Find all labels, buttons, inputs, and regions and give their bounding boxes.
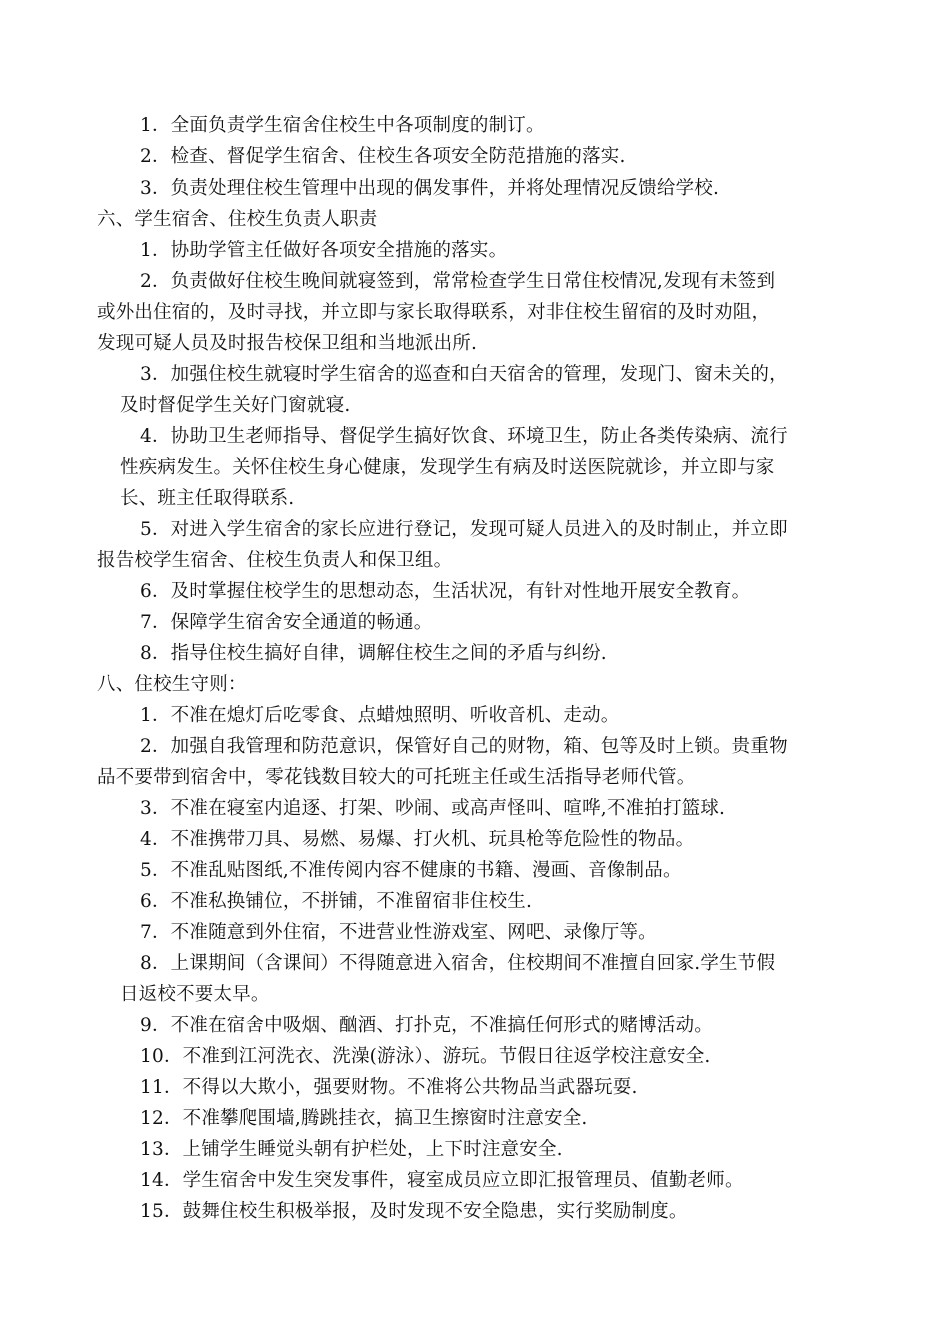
section8-item-10: 10．不准到江河洗衣、洗澡(游泳）、游玩。节假日往返学校注意安全. <box>140 1046 711 1067</box>
section8-item-11: 11．不得以大欺小，强要财物。不准将公共物品当武器玩耍. <box>140 1077 638 1098</box>
section8-heading: 八、住校生守则： <box>97 674 247 695</box>
section8-item-15: 15．鼓舞住校生积极举报，及时发现不安全隐患，实行奖励制度。 <box>140 1201 688 1222</box>
section6-heading: 六、学生宿舍、住校生负责人职责 <box>97 209 378 230</box>
section8-item-7: 7．不准随意到外住宿，不进营业性游戏室、网吧、录像厅等。 <box>140 922 657 943</box>
section6-item-2-line-2: 或外出住宿的，及时寻找，并立即与家长取得联系，对非住校生留宿的及时劝阻， <box>97 302 771 323</box>
section8-item-12: 12．不准攀爬围墙,腾跳挂衣，搞卫生擦窗时注意安全. <box>140 1108 588 1129</box>
section6-item-1: 1．协助学管主任做好各项安全措施的落实。 <box>140 240 508 261</box>
section6-item-3-line-2: 及时督促学生关好门窗就寝. <box>120 395 351 416</box>
section6-item-8: 8．指导住校生搞好自律，调解住校生之间的矛盾与纠纷. <box>140 643 607 664</box>
section5-item-2: 2．检查、督促学生宿舍、住校生各项安全防范措施的落实. <box>140 146 626 167</box>
section6-item-4-line-2: 性疾病发生。关怀住校生身心健康，发现学生有病及时送医院就诊，并立即与家 <box>120 457 775 478</box>
section8-item-3: 3．不准在寝室内追逐、打架、吵闹、或高声怪叫、喧哗,不准拍打篮球. <box>140 798 726 819</box>
section8-item-14: 14．学生宿舍中发生突发事件，寝室成员应立即汇报管理员、值勤老师。 <box>140 1170 744 1191</box>
section6-item-5-line-1: 5．对进入学生宿舍的家长应进行登记，发现可疑人员进入的及时制止，并立即 <box>140 519 788 540</box>
section8-item-1: 1．不准在熄灯后吃零食、点蜡烛照明、听收音机、走动。 <box>140 705 620 726</box>
section6-item-7: 7．保障学生宿舍安全通道的畅通。 <box>140 612 433 633</box>
section6-item-4-line-3: 长、班主任取得联系. <box>120 488 295 509</box>
section6-item-6: 6．及时掌握住校学生的思想动态，生活状况，有针对性地开展安全教育。 <box>140 581 751 602</box>
section5-item-3: 3．负责处理住校生管理中出现的偶发事件，并将处理情况反馈给学校. <box>140 178 720 199</box>
section8-item-13: 13．上铺学生睡觉头朝有护栏处，上下时注意安全. <box>140 1139 563 1160</box>
section6-item-5-line-2: 报告校学生宿舍、住校生负责人和保卫组。 <box>97 550 453 571</box>
section6-item-3-line-1: 3．加强住校生就寝时学生宿舍的巡查和白天宿舍的管理，发现门、窗未关的， <box>140 364 788 385</box>
section5-item-1: 1．全面负责学生宿舍住校生中各项制度的制订。 <box>140 115 545 136</box>
section8-item-6: 6．不准私换铺位，不拼铺，不准留宿非住校生. <box>140 891 533 912</box>
section8-item-2-line-2: 品不要带到宿舍中，零花钱数目较大的可托班主任或生活指导老师代管。 <box>97 767 696 788</box>
section8-item-4: 4．不准携带刀具、易燃、易爆、打火机、玩具枪等危险性的物品。 <box>140 829 695 850</box>
section6-item-4-line-1: 4．协助卫生老师指导、督促学生搞好饮食、环境卫生，防止各类传染病、流行 <box>140 426 788 447</box>
section6-item-2-line-3: 发现可疑人员及时报告校保卫组和当地派出所. <box>97 333 478 354</box>
section8-item-2-line-1: 2．加强自我管理和防范意识，保管好自己的财物，箱、包等及时上锁。贵重物 <box>140 736 788 757</box>
section8-item-5: 5．不准乱贴图纸,不准传阅内容不健康的书籍、漫画、音像制品。 <box>140 860 682 881</box>
section8-item-8-line-1: 8．上课期间（含课间）不得随意进入宿舍，住校期间不准擅自回家.学生节假 <box>140 953 776 974</box>
section8-item-9: 9．不准在宿舍中吸烟、酗酒、打扑克，不准搞任何形式的赌博活动。 <box>140 1015 713 1036</box>
section6-item-2-line-1: 2．负责做好住校生晚间就寝签到，常常检查学生日常住校情况,发现有未签到 <box>140 271 776 292</box>
section8-item-8-line-2: 日返校不要太早。 <box>120 984 270 1005</box>
